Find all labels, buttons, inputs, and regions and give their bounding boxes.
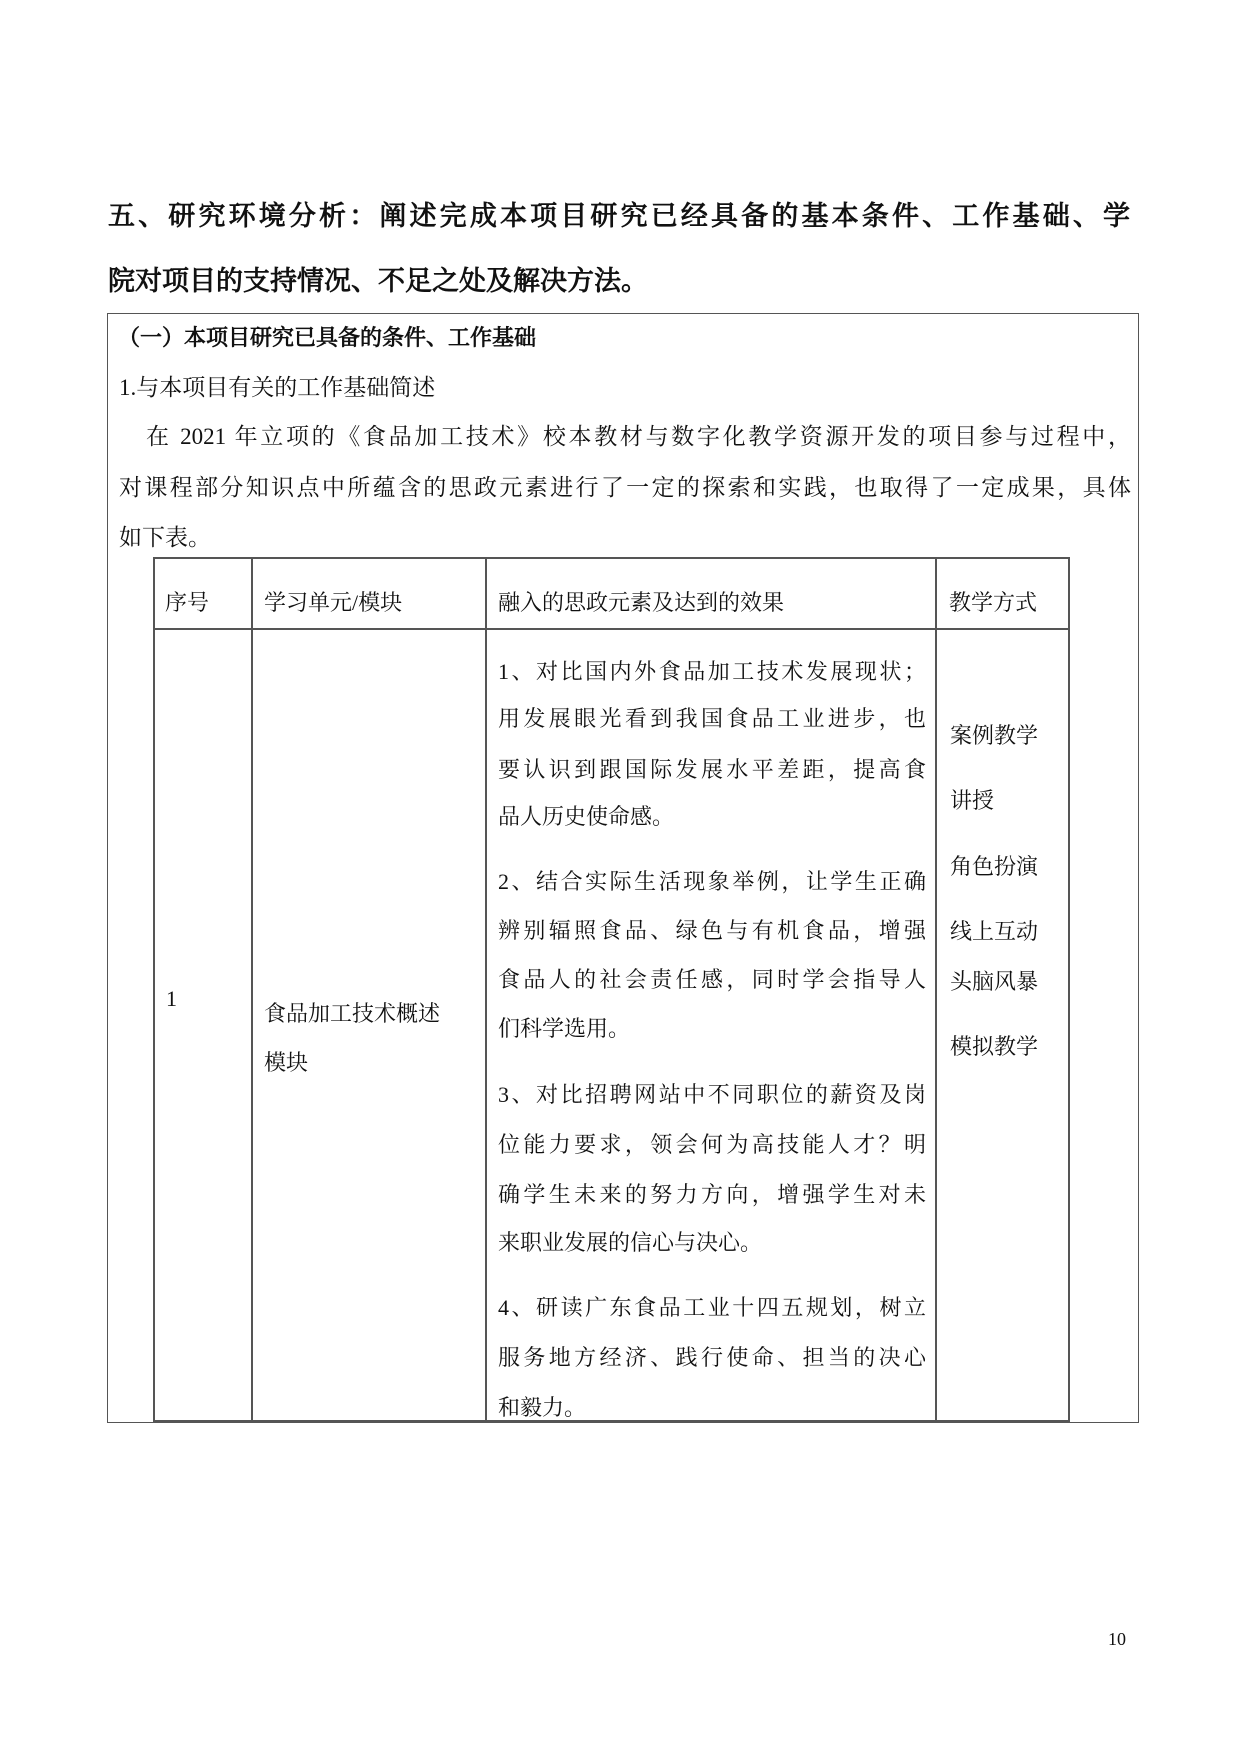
paragraph-line-2: 对课程部分知识点中所蕴含的思政元素进行了一定的探索和实践，也取得了一定成果，具体 xyxy=(119,475,1131,500)
paragraph-line-3: 如下表。 xyxy=(119,525,211,550)
method-item: 模拟教学 xyxy=(950,1034,1039,1059)
row-index: 1 xyxy=(166,986,177,1011)
element-line: 4、研读广东食品工业十四五规划，树立 xyxy=(498,1295,926,1320)
method-item: 讲授 xyxy=(950,788,995,813)
heading-line-2: 院对项目的支持情况、不足之处及解决方法。 xyxy=(108,266,648,297)
header-method: 教学方式 xyxy=(949,590,1038,615)
element-line: 辨别辐照食品、绿色与有机食品，增强 xyxy=(498,918,926,943)
element-line: 确学生未来的努力方向，增强学生对未 xyxy=(498,1182,926,1207)
element-line: 来职业发展的信心与决心。 xyxy=(498,1230,763,1255)
row-unit-line: 食品加工技术概述 xyxy=(264,1001,441,1026)
method-item: 线上互动 xyxy=(950,919,1039,944)
element-line: 服务地方经济、践行使命、担当的决心 xyxy=(498,1345,926,1370)
page-number: 10 xyxy=(1108,1629,1126,1649)
header-index: 序号 xyxy=(165,590,210,615)
element-line: 要认识到跟国际发展水平差距，提高食 xyxy=(498,757,926,782)
element-line: 3、对比招聘网站中不同职位的薪资及岗 xyxy=(498,1082,926,1107)
element-line: 2、结合实际生活现象举例，让学生正确 xyxy=(498,869,926,894)
header-elements: 融入的思政元素及达到的效果 xyxy=(498,590,785,615)
element-line: 用发展眼光看到我国食品工业进步，也 xyxy=(498,706,926,731)
element-line: 1、对比国内外食品加工技术发展现状； xyxy=(498,659,926,684)
element-line: 们科学选用。 xyxy=(498,1016,631,1041)
header-unit: 学习单元/模块 xyxy=(264,590,403,615)
paragraph-line-1: 在 2021 年立项的《食品加工技术》校本教材与数字化教学资源开发的项目参与过程中， xyxy=(146,424,1131,449)
section-subtitle: （一）本项目研究已具备的条件、工作基础 xyxy=(118,326,537,351)
method-item: 头脑风暴 xyxy=(950,969,1039,994)
element-line: 食品人的社会责任感，同时学会指导人 xyxy=(498,967,926,992)
row-unit-line: 模块 xyxy=(264,1050,309,1075)
element-line: 和毅力。 xyxy=(498,1395,587,1420)
element-line: 品人历史使命感。 xyxy=(498,804,675,829)
method-item: 角色扮演 xyxy=(950,854,1039,879)
method-item: 案例教学 xyxy=(950,723,1039,748)
element-line: 位能力要求，领会何为高技能人才？明 xyxy=(498,1132,926,1157)
item-title: 1.与本项目有关的工作基础简述 xyxy=(119,375,436,400)
heading-line-1: 五、研究环境分析：阐述完成本项目研究已经具备的基本条件、工作基础、学 xyxy=(108,201,1130,232)
